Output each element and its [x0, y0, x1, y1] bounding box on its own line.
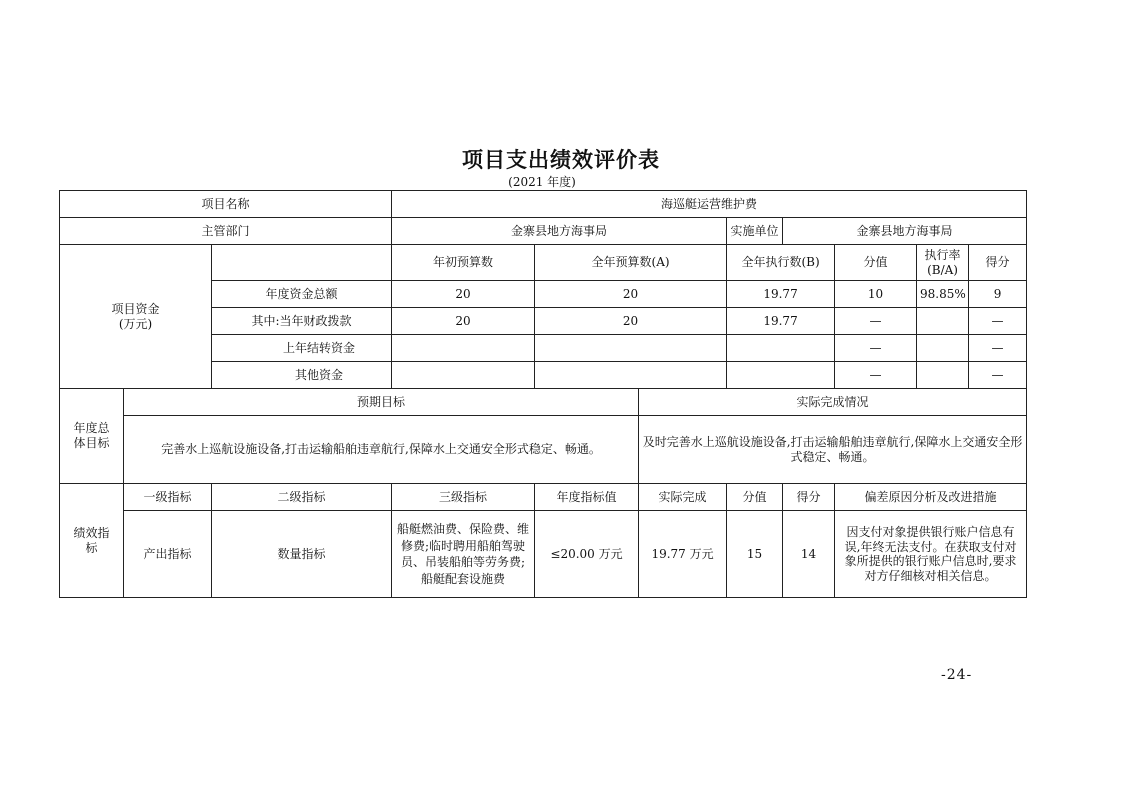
funds-row-score: — — [969, 362, 1027, 389]
indicator-level1: 产出指标 — [124, 511, 212, 598]
goals-label-line2: 体目标 — [73, 436, 110, 450]
funds-label: 项目资金 — [111, 301, 160, 316]
indicator-score-value: 15 — [727, 511, 783, 598]
funds-row-label: 其他资金 — [212, 362, 392, 389]
department-value: 金寨县地方海事局 — [392, 218, 727, 245]
indicator-level3: 船艇燃油费、保险费、维修费;临时聘用船舶驾驶员、吊装船舶等劳务费;船艇配套设施费 — [392, 511, 535, 598]
funds-row-label: 其中:当年财政拨款 — [212, 308, 392, 335]
funds-row-annual — [535, 362, 727, 389]
expected-goal-header: 预期目标 — [124, 389, 639, 416]
implementing-unit-label: 实施单位 — [727, 218, 783, 245]
funds-row-score: — — [969, 335, 1027, 362]
rate-formula: (B/A) — [927, 262, 958, 277]
funds-row-rate — [917, 308, 969, 335]
funds-row-rate: 98.85% — [917, 281, 969, 308]
implementing-unit-value: 金寨县地方海事局 — [783, 218, 1027, 245]
indicator-level2: 数量指标 — [212, 511, 392, 598]
department-label: 主管部门 — [60, 218, 392, 245]
funds-row-initial: 20 — [392, 281, 535, 308]
funds-row-score-value: — — [835, 335, 917, 362]
actual-result-text: 及时完善水上巡航设施设备,打击运输船舶违章航行,保障水上交通安全形式稳定、畅通。 — [639, 416, 1027, 484]
page-title: 项目支出绩效评价表 — [462, 148, 660, 172]
table-row — [60, 511, 1027, 598]
header-perf-score-value: 分值 — [727, 484, 783, 511]
actual-result-header: 实际完成情况 — [639, 389, 1027, 416]
funds-section-label — [60, 245, 212, 389]
performance-section-label — [60, 484, 124, 598]
header-execution-rate — [917, 245, 969, 281]
header-score: 得分 — [969, 245, 1027, 281]
header-target: 年度指标值 — [535, 484, 639, 511]
header-actual: 实际完成 — [639, 484, 727, 511]
indicator-target: ≤20.00 万元 — [535, 511, 639, 598]
header-annual-budget: 全年预算数(A) — [535, 245, 727, 281]
project-name-label: 项目名称 — [60, 191, 392, 218]
funds-header-blank — [212, 245, 392, 281]
header-level3: 三级指标 — [392, 484, 535, 511]
performance-label-line1: 绩效指 — [73, 525, 110, 540]
funds-row-score: — — [969, 308, 1027, 335]
evaluation-table — [59, 190, 1027, 598]
header-deviation: 偏差原因分析及改进措施 — [835, 484, 1027, 511]
indicator-deviation: 因支付对象提供银行账户信息有误,年终无法支付。在获取支付对象所提供的银行账户信息时,要求对方仔细核对相关信息。 — [835, 511, 1027, 598]
indicator-score: 14 — [783, 511, 835, 598]
funds-row-rate — [917, 335, 969, 362]
funds-row-label: 上年结转资金 — [212, 335, 392, 362]
header-score-value: 分值 — [835, 245, 917, 281]
project-name-value: 海巡艇运营维护费 — [392, 191, 1027, 218]
funds-row-executed — [727, 362, 835, 389]
funds-row-initial — [392, 362, 535, 389]
funds-row-label: 年度资金总额 — [212, 281, 392, 308]
header-perf-score: 得分 — [783, 484, 835, 511]
funds-row-annual — [535, 335, 727, 362]
funds-row-annual: 20 — [535, 281, 727, 308]
header-annual-executed: 全年执行数(B) — [727, 245, 835, 281]
indicator-actual: 19.77 万元 — [639, 511, 727, 598]
header-level2: 二级指标 — [212, 484, 392, 511]
funds-row-annual: 20 — [535, 308, 727, 335]
funds-row-score-value: — — [835, 308, 917, 335]
funds-row-executed — [727, 335, 835, 362]
funds-row-score-value: 10 — [835, 281, 917, 308]
header-initial-budget: 年初预算数 — [392, 245, 535, 281]
funds-row-score-value: — — [835, 362, 917, 389]
funds-row-score: 9 — [969, 281, 1027, 308]
funds-row-executed: 19.77 — [727, 281, 835, 308]
report-year: (2021 年度) — [508, 175, 576, 189]
funds-row-executed: 19.77 — [727, 308, 835, 335]
funds-row-rate — [917, 362, 969, 389]
page-number: -24- — [941, 667, 973, 683]
rate-label: 执行率 — [924, 247, 961, 262]
header-level1: 一级指标 — [124, 484, 212, 511]
funds-row-initial — [392, 335, 535, 362]
expected-goal-text: 完善水上巡航设施设备,打击运输船舶违章航行,保障水上交通安全形式稳定、畅通。 — [124, 416, 639, 484]
performance-label-line2: 标 — [85, 540, 98, 555]
goals-section-label — [60, 389, 124, 484]
funds-row-initial: 20 — [392, 308, 535, 335]
funds-unit: (万元) — [118, 316, 153, 331]
goals-label-line1: 年度总 — [73, 421, 110, 435]
